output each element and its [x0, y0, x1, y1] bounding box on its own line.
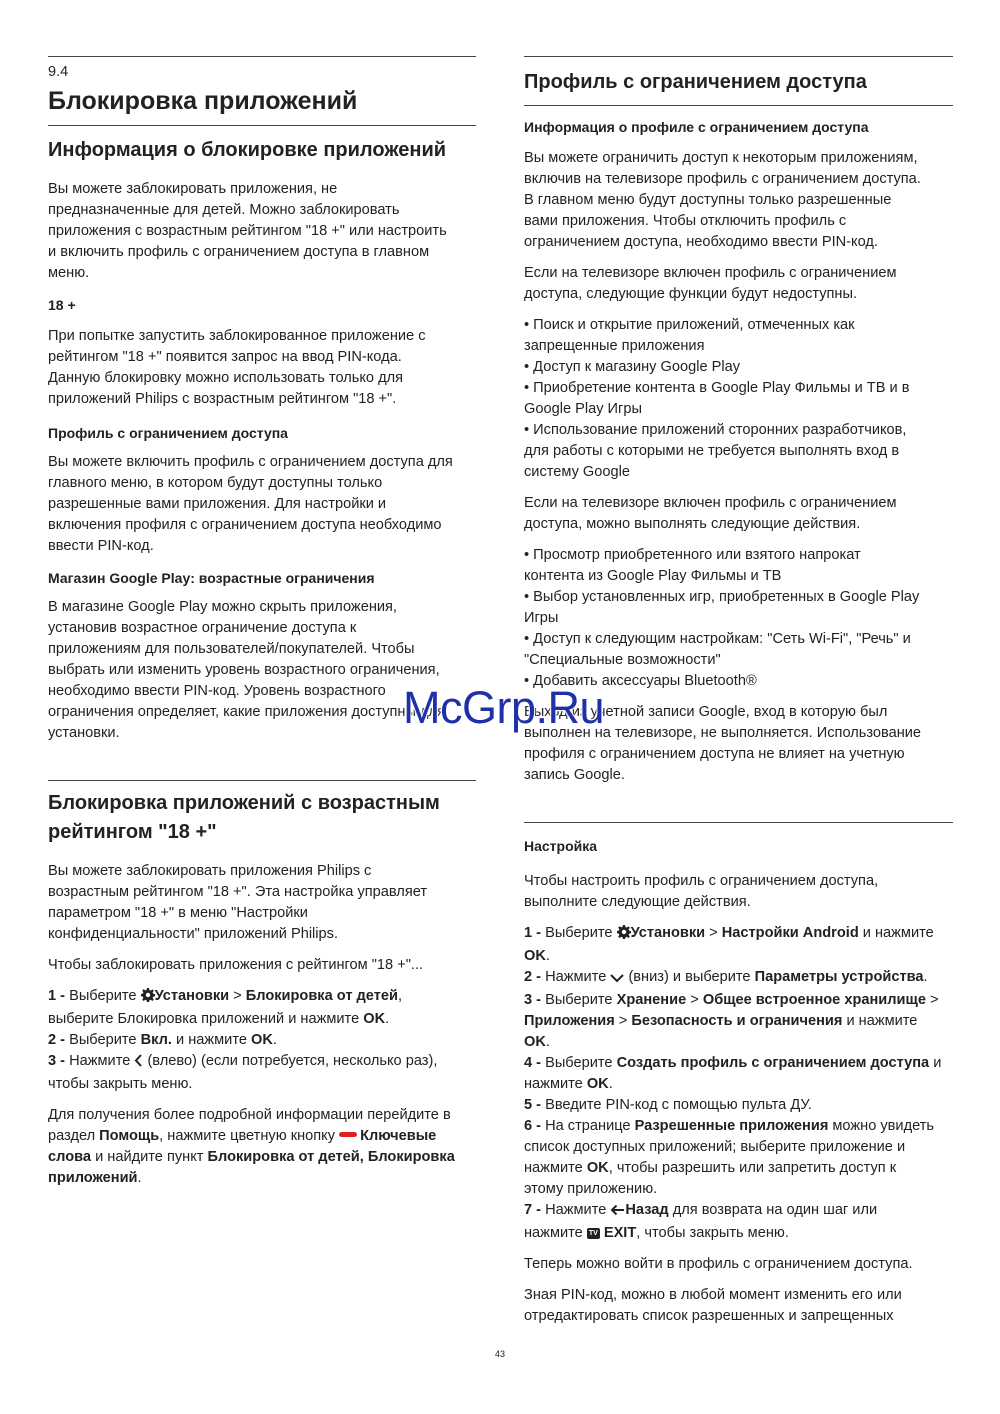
- page-title: Блокировка приложений: [48, 87, 358, 115]
- restricted-p3: Если на телевизоре включен профиль с ограничением доступа, можно выполнять следующие действия.: [524, 495, 897, 532]
- red-key-icon: [339, 1132, 357, 1137]
- sub-heading-18: 18 +: [48, 297, 76, 313]
- tv-icon: TV: [588, 1230, 598, 1237]
- watermark: McGrp.Ru: [403, 682, 605, 733]
- arrow-left-icon: [610, 1202, 625, 1223]
- section-number: 9.4: [48, 64, 69, 80]
- sub-text-restricted-profile: Вы можете включить профиль с ограничением доступа для главного меню, в котором будут доступны только разрешенные вами приложения. Для настройки и включения профиля с ограничением доступа необходимо ввести PIN-код.: [48, 454, 453, 554]
- setup-intro: Чтобы настроить профиль с ограничением доступа, выполните следующие действия.: [524, 873, 879, 910]
- restricted-p4: Выход из учетной записи Google, вход в которую был выполнен на телевизоре, не выполняется. Использование профиля с ограничением доступа не влияет на учетную запись Google.: [524, 704, 922, 783]
- lock18-intro: Вы можете заблокировать приложения Philips с возрастным рейтингом "18 +". Эта настройка управляет параметром "18 +" в меню "Настройки конфиденциальности" приложений Philips.: [48, 863, 428, 942]
- available-list: • Просмотр приобретенного или взятого напрокат контента из Google Play Фильмы и ТВ • Выбор установленных игр, приобретенных в Google Play Игры • Доступ к следующим настройкам: "Сеть Wi-Fi", "Речь" и "Специальные возможности" • Добавить аксессуары Bluetooth®: [524, 547, 920, 689]
- gear-icon: [141, 988, 155, 1009]
- sub-heading-google-play: Магазин Google Play: возрастные ограничения: [48, 570, 375, 586]
- restricted-profile-heading: Профиль с ограничением доступа: [524, 71, 867, 93]
- restricted-p6: Зная PIN-код, можно в любой момент изменить его или отредактировать список разрешенных и запрещенных: [524, 1287, 902, 1324]
- info-heading: Информация о блокировке приложений: [48, 139, 447, 161]
- chevron-down-icon: [610, 969, 624, 990]
- sub-heading-restricted-profile: Профиль с ограничением доступа: [48, 425, 288, 441]
- page-number: 43: [494, 1349, 505, 1359]
- restricted-p1: Вы можете ограничить доступ к некоторым приложениям, включив на телевизоре профиль с ограничением доступа. В главном меню будут доступны только разрешенные вами приложения. Чтобы отключить профиль с ограничением доступа, необходимо ввести PIN-код.: [524, 150, 921, 250]
- sub-text-18: При попытке запустить заблокированное приложение с рейтингом "18 +" появится запрос на ввод PIN-кода. Данную блокировку можно использовать только для приложений Philips с возрастным рейтингом "18 +".: [48, 328, 426, 407]
- lock18-steps: 1 - Выберите Установки > Блокировка от детей, выберите Блокировка приложений и нажмите OK. 2 - Выберите Вкл. и нажмите OK. 3 - Нажмите (влево) (если потребуется, несколько раз), чтобы закрыть меню.: [48, 988, 438, 1092]
- gear-icon: [617, 925, 631, 946]
- setup-heading: Настройка: [524, 838, 598, 854]
- info-intro: Вы можете заблокировать приложения, не предназначенные для детей. Можно заблокировать приложения с возрастным рейтингом "18 +" или настроить и включить профиль с ограничением доступа в главном меню.: [48, 181, 447, 281]
- restricted-p5: Теперь можно войти в профиль с ограничением доступа.: [524, 1256, 913, 1272]
- unavailable-list: • Поиск и открытие приложений, отмеченных как запрещенные приложения • Доступ к магазину Google Play • Приобретение контента в Google Play Фильмы и ТВ и в Google Play Игры • Использование приложений сторонних разработчиков, для работы с которыми не требуется выполнять вход в систему Google: [524, 317, 910, 480]
- top-rule: [48, 56, 476, 57]
- restricted-info-heading: Информация о профиле с ограничением доступа: [524, 119, 869, 135]
- restricted-p2: Если на телевизоре включен профиль с ограничением доступа, следующие функции будут недоступны.: [524, 265, 897, 302]
- lock18-lead: Чтобы заблокировать приложения с рейтингом "18 +"...: [48, 957, 424, 973]
- setup-steps: 1 - Выберите Установки > Настройки Android и нажмите OK. 2 - Нажмите (вниз) и выберите Параметры устройства. 3 - Выберите Хранение > Общее встроенное хранилище > Приложения > Безопасность и ограничения и нажмите OK. 4 - Выберите Создать профиль с ограничением доступа и нажмите OK. 5 - Введите PIN-код с помощью пульта ДУ. 6 - На странице Разрешенные приложения можно увидеть список доступных приложений; выберите приложение и нажмите OK, чтобы разрешить или запретить доступ к этому приложению. 7 - Нажмите Назад для возврата на один шаг или нажмите TV EXIT, чтобы закрыть меню.: [524, 925, 942, 1241]
- lock18-heading: Блокировка приложений с возрастным рейтингом "18 +": [48, 792, 440, 843]
- left-column: [48, 56, 476, 1189]
- sub-text-google-play: В магазине Google Play можно скрыть приложения, установив возрастное ограничение доступа к приложениям для пользователей/покупателей. Чтобы выбрать или изменить уровень возрастного ограничения, необходимо ввести PIN-код. Уровень возрастного ограничения определяет, какие приложения доступны для установки.: [48, 599, 445, 741]
- lock18-more-info: Для получения более подробной информации перейдите в раздел Помощь, нажмите цветную кнопку Ключевые слова и найдите пункт Блокировка от детей, Блокировка приложений.: [48, 1107, 455, 1186]
